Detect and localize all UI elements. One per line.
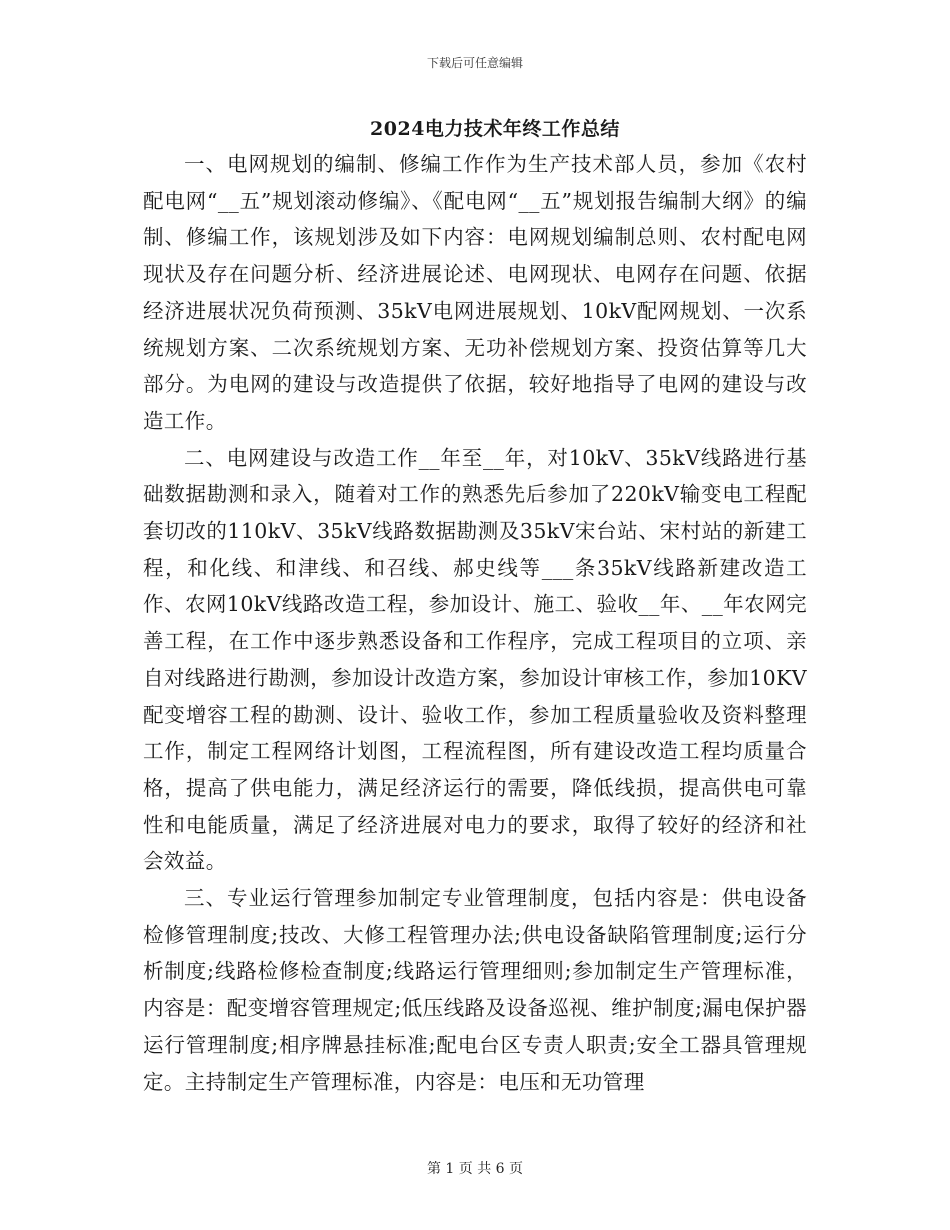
page-header-note: 下载后可任意编辑 [426,56,523,70]
paragraph-3: 三、专业运行管理参加制定专业管理制度，包括内容是：供电设备检修管理制度;技改、大修工程管理办法;供电设备缺陷管理制度;运行分析制度;线路检修检查制度;线路运行管理细则;参加制定生产管理标准，内容是：配变增容管理规定;低压线路及设备巡视、维护制度;漏电保护器运行管理制度;相序牌悬挂标准;配电台区专责人职责;安全工器具管理规定。主持制定生产管理标准，内容是：电压和无功管理 [143,886,807,1094]
document-body [143,146,807,1100]
paragraph-2: 二、电网建设与改造工作__年至__年，对10kV、35kV线路进行基础数据勘测和录入，随着对工作的熟悉先后参加了220kV输变电工程配套切改的110kV、35kV线路数据勘测及35kV宋台站、宋村站的新建工程，和化线、和津线、和召线、郝史线等___条35kV线路新建改造工作、农网10kV线路改造工程，参加设计、施工、验收__年、__年农网完善工程，在工作中逐步熟悉设备和工作程序，完成工程项目的立项、亲自对线路进行勘测，参加设计改造方案，参加设计审核工作，参加10KV配变增容工程的勘测、设计、验收工作，参加工程质量验收及资料整理工作，制定工程网络计划图，工程流程图，所有建设改造工程均质量合格，提高了供电能力，满足经济运行的需要，降低线损，提高供电可靠性和电能质量，满足了经济进展对电力的要求，取得了较好的经济和社会效益。 [143,445,807,874]
paragraph-1: 一、电网规划的编制、修编工作作为生产技术部人员，参加《农村配电网“__五”规划滚动修编》、《配电网“__五”规划报告编制大纲》的编制、修编工作，该规划涉及如下内容：电网规划编制总则、农村配电网现状及存在问题分析、经济进展论述、电网现状、电网存在问题、依据经济进展状况负荷预测、35kV电网进展规划、10kV配网规划、一次系统规划方案、二次系统规划方案、无功补偿规划方案、投资估算等几大部分。为电网的建设与改造提供了依据，较好地指导了电网的建设与改造工作。 [143,152,807,433]
page-footer-number: 第 1 页 共 6 页 [426,1161,524,1177]
document-title: 2024电力技术年终工作总结 [370,118,620,140]
